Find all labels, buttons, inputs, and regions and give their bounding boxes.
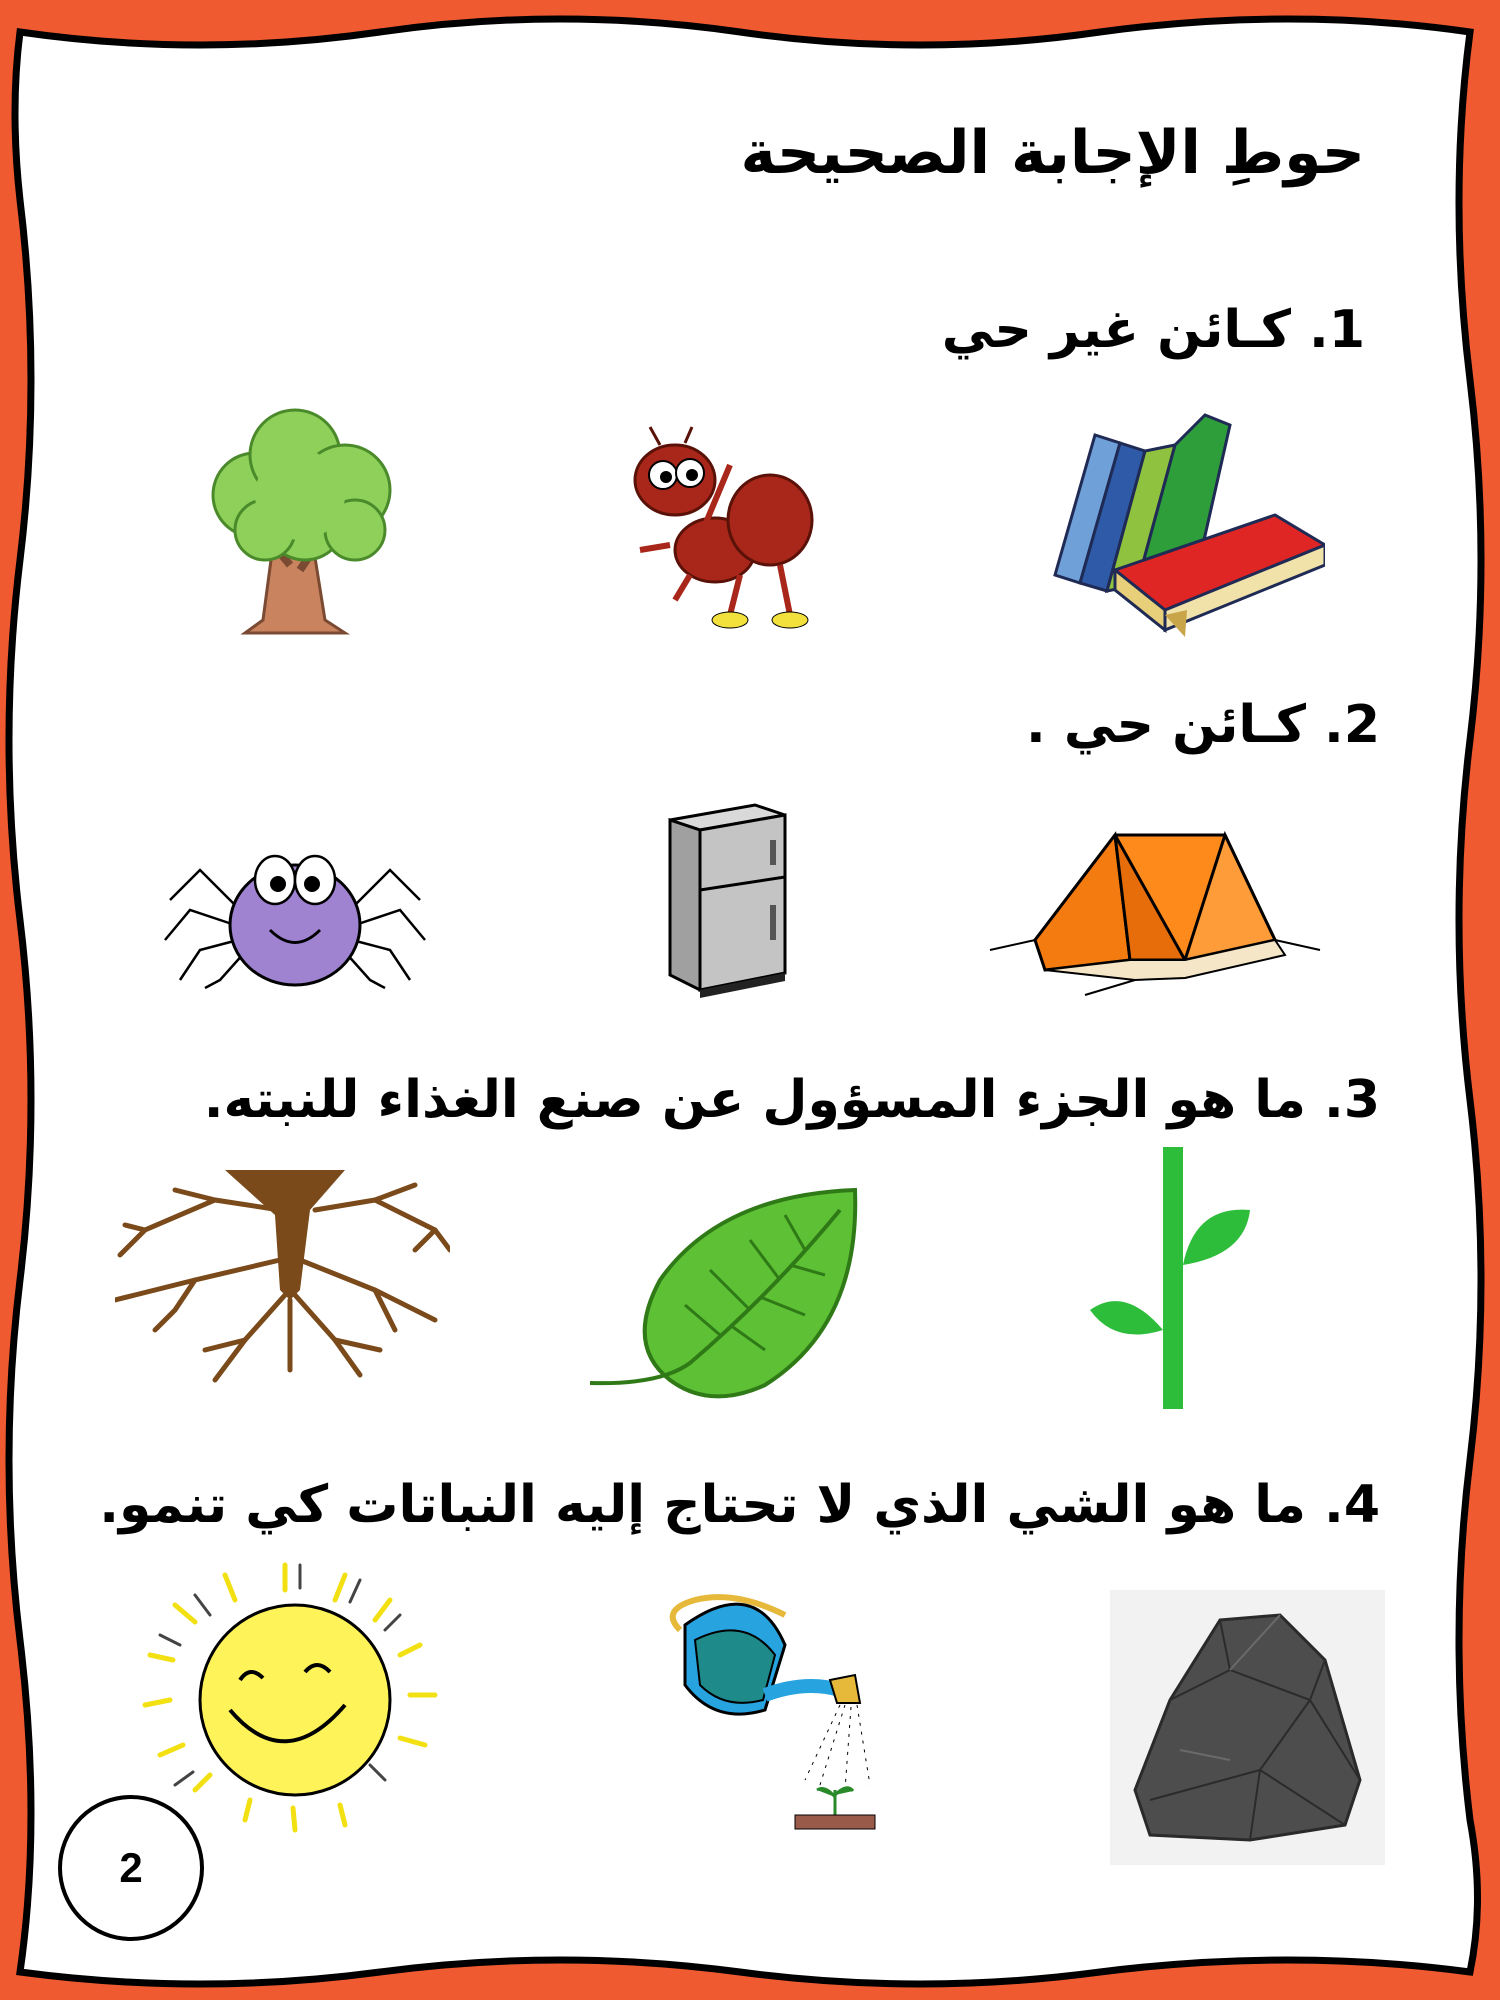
question-4-text: 4. ما هو الشي الذي لا تحتاج إليه النباتات كي تنمو. — [99, 1475, 1380, 1535]
worksheet-title: حوطِ الإجابة الصحيحة — [740, 118, 1365, 188]
watering-can-image[interactable] — [655, 1585, 885, 1835]
question-3-text: 3. ما هو الجزء المسؤول عن صنع الغذاء للنبته. — [203, 1070, 1380, 1130]
tent-image[interactable] — [985, 830, 1325, 1000]
question-2-text: 2. كـائن حي . — [1026, 695, 1380, 755]
tree-image[interactable] — [185, 395, 405, 640]
question-1-text: 1. كـائن غير حي — [941, 300, 1365, 360]
leaf-image[interactable] — [590, 1185, 860, 1405]
sun-image[interactable] — [135, 1560, 465, 1840]
ant-image[interactable] — [630, 425, 820, 635]
refrigerator-image[interactable] — [660, 795, 795, 1000]
stem-image[interactable] — [1085, 1145, 1255, 1415]
roots-image[interactable] — [115, 1170, 450, 1385]
page-number: 2 — [58, 1795, 204, 1941]
spider-image[interactable] — [160, 840, 430, 990]
books-image[interactable] — [1025, 405, 1325, 640]
rock-image[interactable] — [1110, 1590, 1385, 1865]
